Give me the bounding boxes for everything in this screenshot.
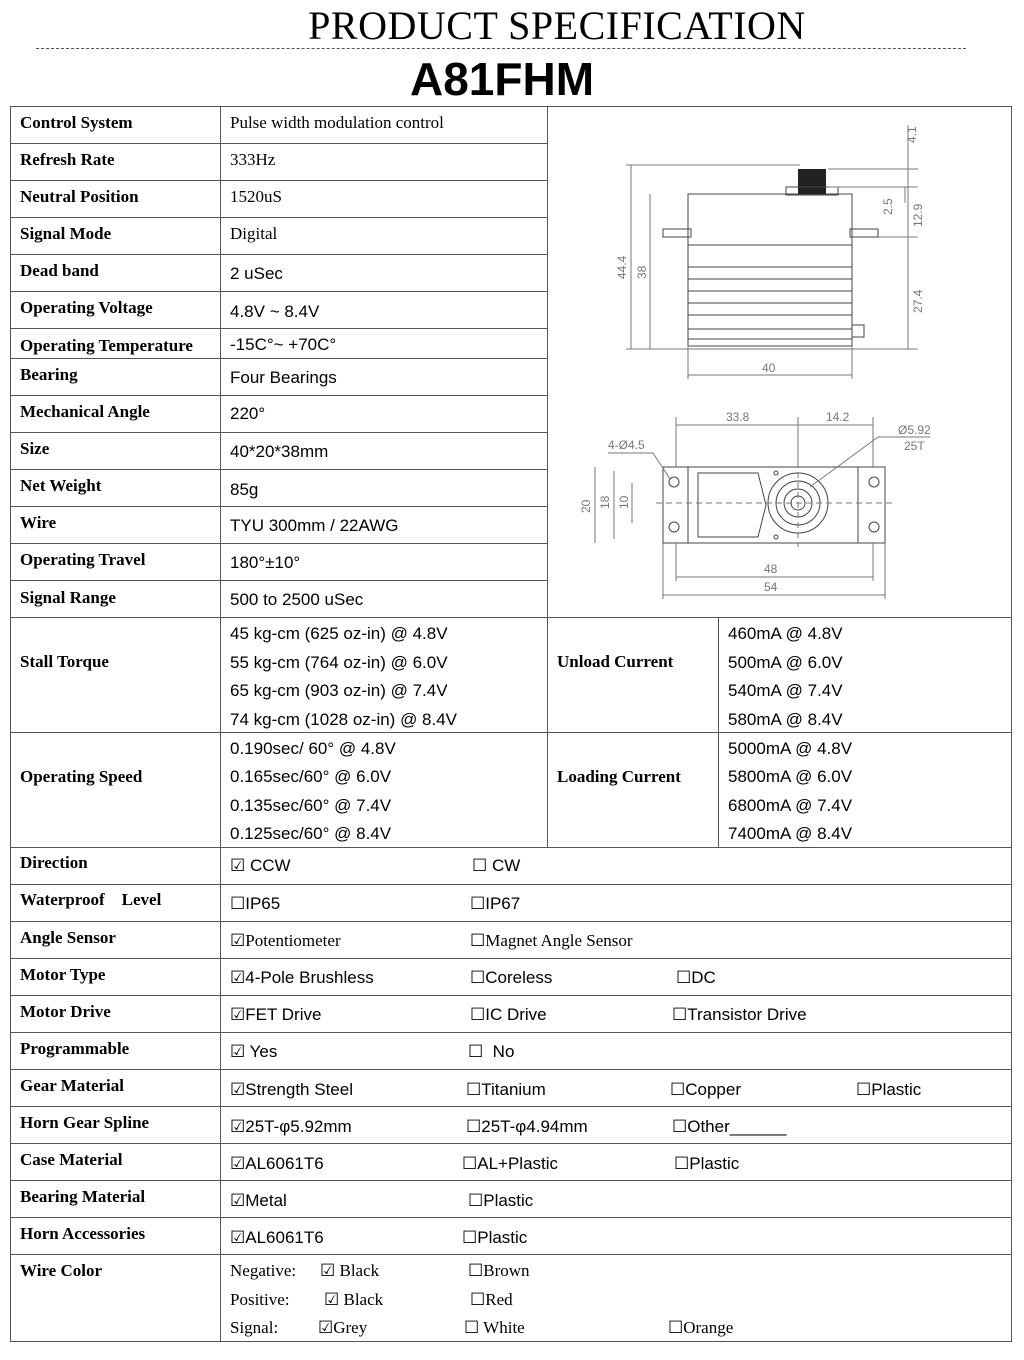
spec-label: Neutral Position: [20, 187, 139, 206]
dimension-label: 4-Ø4.5: [608, 438, 645, 452]
checkbox-option: ☑ Black: [320, 1261, 380, 1280]
dimension-label: 18: [598, 495, 612, 509]
spec-value: 5000mA @ 4.8V: [728, 739, 853, 758]
checkbox-option: ☐Transistor Drive: [672, 1005, 807, 1024]
dimension-label: 33.8: [726, 410, 750, 424]
checkbox-option: ☐Plastic: [674, 1154, 740, 1173]
divider: [11, 180, 547, 181]
dimension-label: 12.9: [911, 203, 925, 227]
checkbox-option: ☑Potentiometer: [230, 931, 341, 950]
divider: [11, 469, 547, 470]
divider: [11, 1032, 1011, 1033]
dimension-label: 54: [764, 580, 778, 594]
spec-value: 2 uSec: [230, 264, 283, 283]
spec-label: Size: [20, 439, 50, 458]
option-label: Motor Type: [20, 965, 106, 984]
spec-value: Pulse width modulation control: [230, 113, 444, 132]
divider: [11, 617, 1011, 618]
dimension-label: 14.2: [826, 410, 850, 424]
spec-value: 0.165sec/60° @ 6.0V: [230, 767, 392, 786]
checkbox-option: ☑ Black: [324, 1290, 384, 1309]
option-label: Programmable: [20, 1039, 130, 1058]
checkbox-option: ☐IC Drive: [470, 1005, 547, 1024]
dimension-label: 2.5: [881, 198, 895, 215]
option-label: Wire Color: [20, 1261, 102, 1280]
spec-value: 65 kg-cm (903 oz-in) @ 7.4V: [230, 681, 448, 700]
spec-label: Operating Speed: [20, 767, 143, 786]
spec-label: Loading Current: [557, 767, 681, 786]
divider: [11, 1180, 1011, 1181]
option-label: Horn Accessories: [20, 1224, 146, 1243]
checkbox-option: ☐IP65: [230, 894, 281, 913]
spec-label: Dead band: [20, 261, 99, 280]
checkbox-option: ☐IP67: [470, 894, 521, 913]
divider: [11, 358, 547, 359]
page-title: PRODUCT SPECIFICATION: [308, 3, 806, 48]
spec-value: 7400mA @ 8.4V: [728, 824, 853, 843]
divider: [11, 958, 1011, 959]
checkbox-option: ☑Grey: [318, 1318, 368, 1337]
option-label: Horn Gear Spline: [20, 1113, 150, 1132]
spec-label: Unload Current: [557, 652, 674, 671]
checkbox-option: ☐Other______: [672, 1117, 787, 1136]
checkbox-option: ☑AL6061T6: [230, 1228, 324, 1247]
divider: [220, 107, 221, 1341]
divider: [11, 847, 1011, 848]
checkbox-option: ☐25T-φ4.94mm: [466, 1117, 588, 1136]
option-label: Bearing Material: [20, 1187, 146, 1206]
spec-label: Signal Mode: [20, 224, 112, 243]
dimension-label: 44.4: [615, 255, 629, 279]
checkbox-option: ☐ No: [468, 1042, 515, 1061]
model-name: A81FHM: [409, 53, 595, 105]
option-label: Motor Drive: [20, 1002, 111, 1021]
divider: [11, 143, 547, 144]
spec-value: 0.190sec/ 60° @ 4.8V: [230, 739, 396, 758]
spec-label: Refresh Rate: [20, 150, 115, 169]
divider: [11, 432, 547, 433]
checkbox-option: ☐ CW: [472, 856, 521, 875]
dimension-label: 27.4: [911, 289, 925, 313]
spec-value: 333Hz: [230, 150, 276, 169]
checkbox-option: ☐Plastic: [856, 1080, 922, 1099]
divider: [11, 580, 547, 581]
dimension-label: 40: [762, 361, 776, 375]
spec-label: Signal Range: [20, 588, 116, 607]
spec-value: Digital: [230, 224, 278, 243]
checkbox-option: ☑AL6061T6: [230, 1154, 324, 1173]
dimension-label: 48: [764, 562, 778, 576]
title-divider: [36, 48, 966, 49]
spec-label: Net Weight: [20, 476, 102, 495]
spec-value: 85g: [230, 480, 259, 499]
checkbox-option: ☐Orange: [668, 1318, 734, 1337]
checkbox-option: ☐Copper: [670, 1080, 741, 1099]
checkbox-option: ☑Strength Steel: [230, 1080, 353, 1099]
divider: [11, 254, 547, 255]
checkbox-option: ☐Brown: [468, 1261, 530, 1280]
divider: [11, 1254, 1011, 1255]
spec-value: 6800mA @ 7.4V: [728, 796, 853, 815]
spec-label: Stall Torque: [20, 652, 109, 671]
spec-value: 220°: [230, 404, 266, 423]
divider: [11, 1069, 1011, 1070]
checkbox-option: ☐DC: [676, 968, 716, 987]
spec-value: 460mA @ 4.8V: [728, 624, 843, 643]
option-label: Angle Sensor: [20, 928, 116, 947]
spec-value: 540mA @ 7.4V: [728, 681, 843, 700]
divider: [11, 291, 547, 292]
dimension-label: 25T: [904, 439, 925, 453]
output-spline-front: [786, 169, 838, 195]
spec-label: Operating Voltage: [20, 298, 153, 317]
divider: [11, 1217, 1011, 1218]
checkbox-option: ☑4-Pole Brushless: [230, 968, 374, 987]
checkbox-option: ☐Red: [470, 1290, 513, 1309]
dimension-label: 4.1: [905, 126, 919, 143]
checkbox-option: ☐Plastic: [468, 1191, 534, 1210]
dimension-label: Ø5.92: [898, 423, 931, 437]
divider: [11, 395, 547, 396]
servo-body-top: [663, 467, 885, 543]
spec-value: 55 kg-cm (764 oz-in) @ 6.0V: [230, 653, 448, 672]
checkbox-option: ☐Titanium: [466, 1080, 546, 1099]
divider: [11, 921, 1011, 922]
spec-value: 4.8V ~ 8.4V: [230, 302, 320, 321]
spec-value: 500mA @ 6.0V: [728, 653, 843, 672]
wire-role: Positive:: [230, 1290, 290, 1309]
checkbox-option: ☐Magnet Angle Sensor: [470, 931, 633, 950]
spec-value: 40*20*38mm: [230, 442, 329, 461]
option-label: Waterproof Level: [20, 890, 162, 909]
spec-value: Four Bearings: [230, 368, 337, 387]
servo-dimension-drawing: [548, 107, 1010, 615]
spec-value: TYU 300mm / 22AWG: [230, 516, 399, 535]
divider: [11, 995, 1011, 996]
dimension-label: 20: [579, 499, 593, 513]
divider: [11, 217, 547, 218]
spec-value: 0.125sec/60° @ 8.4V: [230, 824, 392, 843]
spec-value: 500 to 2500 uSec: [230, 590, 364, 609]
mounting-ear-right: [850, 229, 878, 237]
divider: [11, 884, 1011, 885]
wire-role: Signal:: [230, 1318, 279, 1337]
spec-label: Operating Temperature: [20, 336, 193, 355]
divider: [11, 732, 1011, 733]
checkbox-option: ☐ White: [464, 1318, 525, 1337]
divider: [11, 506, 547, 507]
divider: [11, 1143, 1011, 1144]
spec-value: -15C°~ +70C°: [230, 335, 337, 354]
checkbox-option: ☐AL+Plastic: [462, 1154, 559, 1173]
servo-body-front: [688, 194, 852, 346]
dimension-label: 10: [617, 495, 631, 509]
checkbox-option: ☑ CCW: [230, 856, 291, 875]
divider: [11, 1106, 1011, 1107]
spec-value: 74 kg-cm (1028 oz-in) @ 8.4V: [230, 710, 458, 729]
wire-role: Negative:: [230, 1261, 297, 1280]
option-label: Gear Material: [20, 1076, 125, 1095]
spec-value: 5800mA @ 6.0V: [728, 767, 853, 786]
divider: [11, 328, 547, 329]
checkbox-option: ☐Plastic: [462, 1228, 528, 1247]
spec-value: 45 kg-cm (625 oz-in) @ 4.8V: [230, 624, 448, 643]
spec-label: Mechanical Angle: [20, 402, 150, 421]
option-label: Direction: [20, 853, 88, 872]
spec-value: 180°±10°: [230, 553, 301, 572]
spec-value: 0.135sec/60° @ 7.4V: [230, 796, 392, 815]
dimension-label: 38: [635, 265, 649, 279]
checkbox-option: ☑Metal: [230, 1191, 287, 1210]
option-label: Case Material: [20, 1150, 123, 1169]
divider: [11, 543, 547, 544]
mounting-ear-left: [663, 229, 691, 237]
spec-value: 580mA @ 8.4V: [728, 710, 843, 729]
checkbox-option: ☑ Yes: [230, 1042, 278, 1061]
spec-label: Operating Travel: [20, 550, 146, 569]
checkbox-option: ☐Coreless: [470, 968, 553, 987]
spec-label: Control System: [20, 113, 133, 132]
checkbox-option: ☑25T-φ5.92mm: [230, 1117, 352, 1136]
spec-value: 1520uS: [230, 187, 282, 206]
spec-label: Bearing: [20, 365, 78, 384]
spec-label: Wire: [20, 513, 57, 532]
checkbox-option: ☑FET Drive: [230, 1005, 322, 1024]
